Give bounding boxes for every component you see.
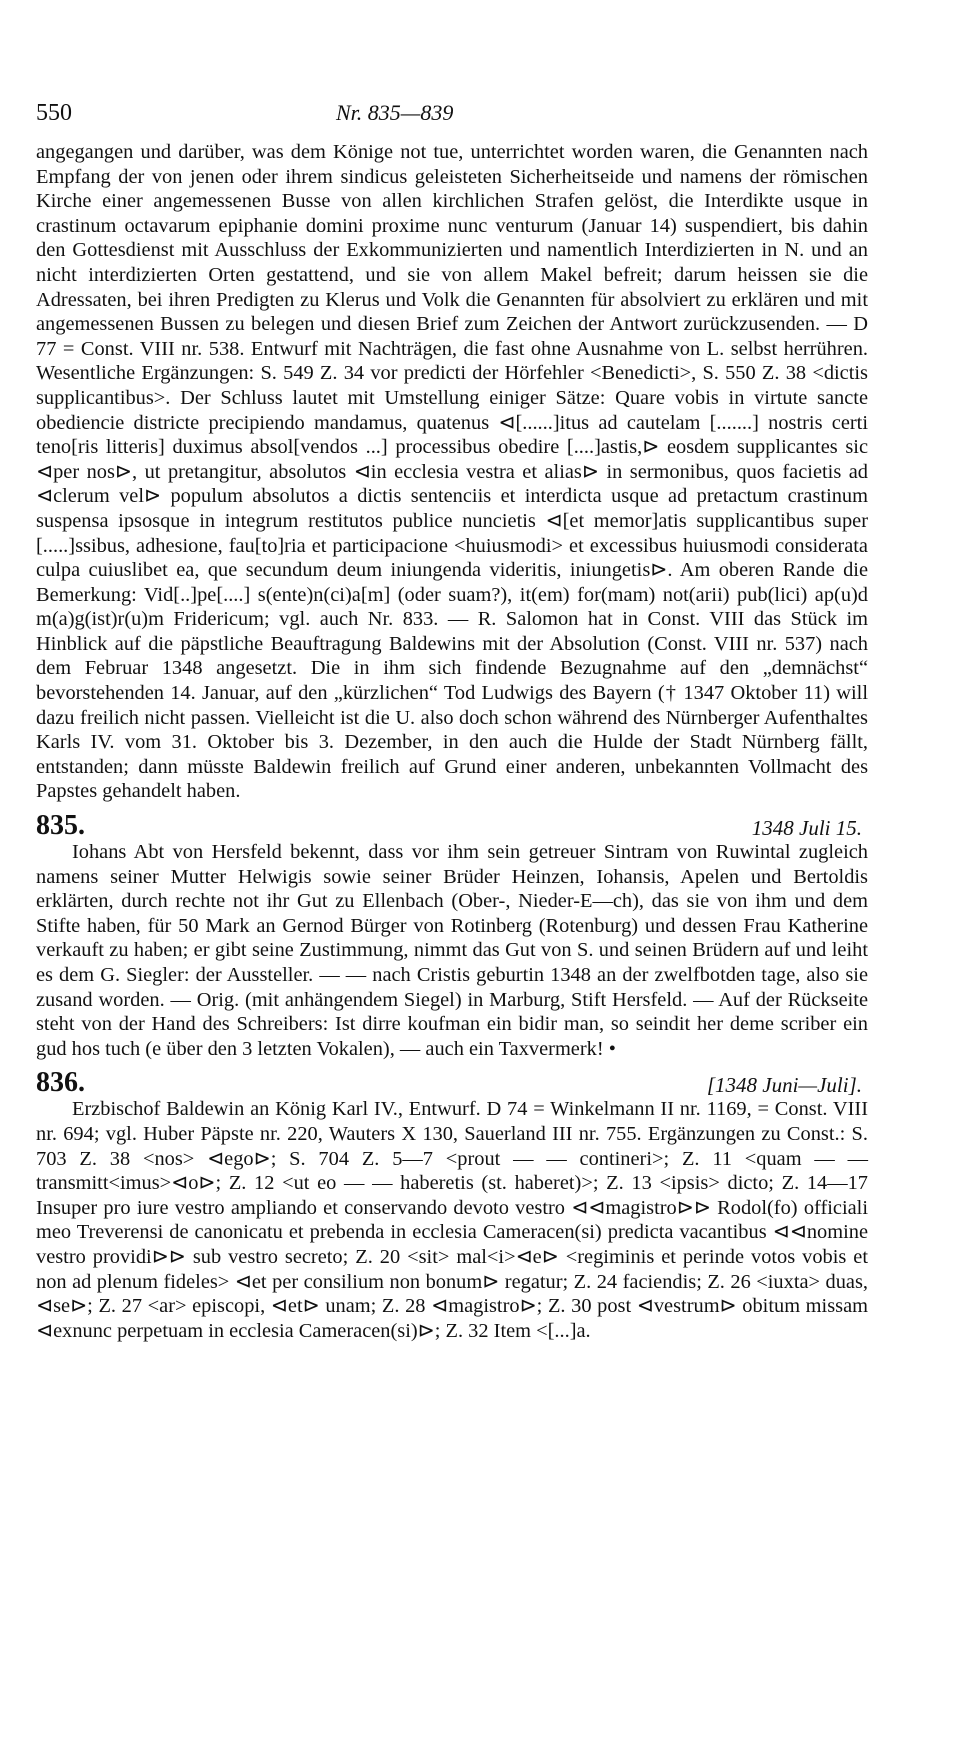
entry-836: [36, 1063, 874, 1343]
entry-835: [36, 806, 874, 1061]
document-page: [36, 100, 874, 1343]
continuation-paragraph: [36, 140, 874, 804]
entry-836-text: Erzbischof Baldewin an König Karl IV., Entwurf. D 74 = Winkelmann II nr. 1169, = Const. VIII nr. 694; vgl. Huber Päpste nr. 220, Wauters X 130, Sauerland III nr. 755. Ergänzungen zu Const.: S. 703 Z. 38 <nos> ⊲ego⊳; S. 704 Z. 5—7 <prout — — contineri>; Z. 11 <quam — — transmitt<imus>⊲o⊳; Z. 12 <ut eo — — haberetis (st. haberet)>; Z. 13 <ipsis> dicto; Z. 14—17 Insuper pro iure vestro ampliando et conservando devoto vestro ⊲⊲magistro⊳⊳ Rodol(fo) officiali meo Treverensi de canonicatu et prebenda in ecclesia Cameracen(si) predicta vacantibus ⊲⊲nomine vestro providi⊳⊳ sub vestro secreto; Z. 20 <sit> mal<i>⊲e⊳ <regiminis et perinde votos vobis et non ad plenum fideles> ⊲et per consilium non bonum⊳ regatur; Z. 24 faciendis; Z. 26 <iuxta> duas, ⊲se⊳; Z. 27 <ar> episcopi, ⊲et⊳ unam; Z. 28 ⊲magistro⊳; Z. 30 post ⊲vestrum⊳ obitum missam ⊲exnunc perpetuam in ecclesia Cameracen(si)⊳; Z. 32 Item <[...]a.: [36, 1098, 874, 1342]
entry-835-date: 1348 Juli 15.: [751, 816, 862, 841]
entry-836-date: [1348 Juni—Juli].: [706, 1073, 862, 1098]
entry-836-number: 836.: [36, 1067, 85, 1099]
page-number: 550: [36, 100, 72, 126]
continuation-text: angegangen und darüber, was dem Könige not tue, unterrichtet worden waren, die Genannten nach Empfang der von jenen oder ihrem sindicus geleisteten Sicherheitseide und namens der römischen Kirche einer angemessenen Busse von allen kirchlichen Strafen gelöst, die Interdikte usque in crastinum octavarum epiphanie domini proxime nunc venturum (Januar 14) suspendiert, bis dahin den Gottesdienst mit Ausschluss der Exkommunizierten und namentlich Interdizierten in N. und an nicht interdizierten Orten gestattend, und sie von allem Makel befreit; darum heissen sie die Adressaten, bei ihren Predigten zu Klerus und Volk die Genannten für absolviert zu erklären und mit angemessenen Bussen zu belegen und diesen Brief zum Zeichen der Antwort zurückzusenden. — D 77 = Const. VIII nr. 538. Entwurf mit Nachträgen, die fast ohne Ausnahme von L. selbst herrühren. Wesentliche Ergänzungen: S. 549 Z. 34 vor predicti der Hörfehler <Benedicti>, S. 550 Z. 38 <dictis supplicantibus>. Der Schluss lautet mit Umstellung einiger Sätze: Quare vobis in virtute sancte obediencie districte precipiendo mandamus, quatenus ⊲[......]itus ad cautelam [.......] nostris certi teno[ris litteris] duximus absol[vendos ...] processibus obedire [....]astis,⊳ eosdem supplicantes sic ⊲per nos⊳, ut pretangitur, absolutos ⊲in ecclesia vestra et alias⊳ in sermonibus, quos facietis ad ⊲clerum vel⊳ populum absolutos a dictis sentenciis et interdicta usque ad pretactum crastinum suspensa ipsosque in integrum restitutos publice nuncietis ⊲[et memor]atis supplicantibus super [.....]ssibus, adhesione, fau[to]ria et participacione <huiusmodi> et excessibus huiusmodi considerata culpa cuiuslibet ea, que secundum deum iniungenda videritis, iniungetis⊳. Am oberen Rande die Bemerkung: Vid[..]pe[....] s(ente)n(ci)a[m] (oder suam?), it(em) for(mam) not(arii) pub(lici) ap(u)d m(a)g(ist)r(u)m Fridericum; vgl. auch Nr. 833. — R. Salomon hat in Const. VIII das Stück im Hinblick auf die päpstliche Beauftragung Baldewins mit der Absolution (Const. VIII nr. 537) nach dem Februar 1348 angesetzt. Die in ihm sich findende Bezugnahme auf den „demnächst“ bevorstehenden 14. Januar, auf den „kürzlichen“ Tod Ludwigs des Bayern († 1347 Oktober 11) will dazu freilich nicht passen. Vielleicht ist die U. also doch schon während des Nürnberger Aufenthaltes Karls IV. vom 31. Oktober bis 3. Dezember, in den auch die Hulde der Stadt Nürnberg fällt, entstanden; dann müsste Baldewin freilich auf Grund einer anderen, unbekannten Vollmacht des Papstes gehandelt haben.: [36, 141, 874, 803]
entry-836-body: [36, 1097, 874, 1343]
running-head: Nr. 835—839: [336, 100, 454, 125]
entry-835-body: [36, 840, 874, 1061]
entry-835-text: Iohans Abt von Hersfeld bekennt, dass vor ihm sein getreuer Sintram von Ruwintal zugleich namens seiner Mutter Helwigis sowie seiner Brüder Heinzen, Iohansis, Apelen und Bertoldis erklärten, durch rechte not ihr Gut zu Ellenbach (Ober-, Nieder-E—ch), das sie von ihm und dem Stifte haben, für 50 Mark an Gernod Bürger von Rotinberg (Rotenburg) und dessen Frau Katherine verkauft zu haben; er gibt seine Zustimmung, nimmt das Gut von S. und seinen Brüdern auf und leiht es dem G. Siegler: der Aussteller. — — nach Cristis geburtin 1348 an der zwelfbotden tage, also sie zusand worden. — Orig. (mit anhängendem Siegel) in Marburg, Stift Hersfeld. — Auf der Rückseite steht von der Hand des Schreibers: Ist dirre koufman ein bidir man, so seindit her deme scriber ein gud hos tuch (e über den 3 letzten Vokalen), — auch ein Taxvermerk! •: [36, 841, 874, 1060]
page-header: [36, 100, 868, 140]
entry-836-heading: [36, 1063, 868, 1097]
entry-835-heading: [36, 806, 868, 840]
entry-835-number: 835.: [36, 810, 85, 842]
